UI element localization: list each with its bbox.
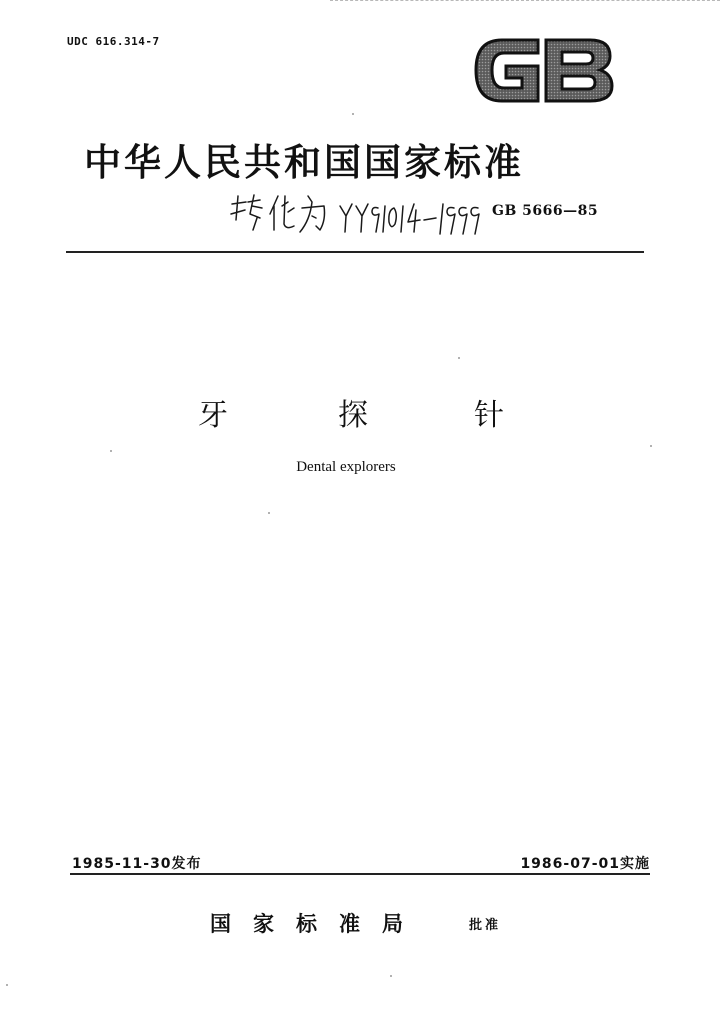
title-char-ya: 牙	[198, 398, 228, 433]
scan-speck	[110, 450, 112, 452]
scan-speck	[390, 975, 392, 977]
header-divider	[66, 251, 644, 253]
national-standard-heading: 中华人民共和国国家标准	[84, 141, 524, 184]
approval-label: 批准	[469, 918, 502, 933]
scan-speck	[268, 512, 270, 514]
scan-speck	[650, 445, 652, 447]
english-title: Dental explorers	[296, 459, 396, 475]
standard-number: GB 5666—85	[492, 203, 599, 219]
issuing-authority: 国家标准局	[210, 912, 425, 936]
scan-artifact-dashes	[330, 0, 720, 5]
handwritten-annotation	[228, 190, 490, 242]
title-char-zhen: 针	[474, 398, 504, 433]
issue-date: 1985-11-30发布	[72, 856, 202, 872]
footer-divider	[70, 873, 650, 875]
implementation-date: 1986-07-01实施	[520, 856, 650, 872]
gb-logo	[472, 34, 615, 107]
udc-code: UDC 616.314-7	[67, 35, 160, 48]
scan-speck	[458, 357, 460, 359]
scan-speck	[6, 984, 8, 986]
title-char-tan: 探	[338, 398, 368, 433]
scan-speck	[352, 113, 354, 115]
